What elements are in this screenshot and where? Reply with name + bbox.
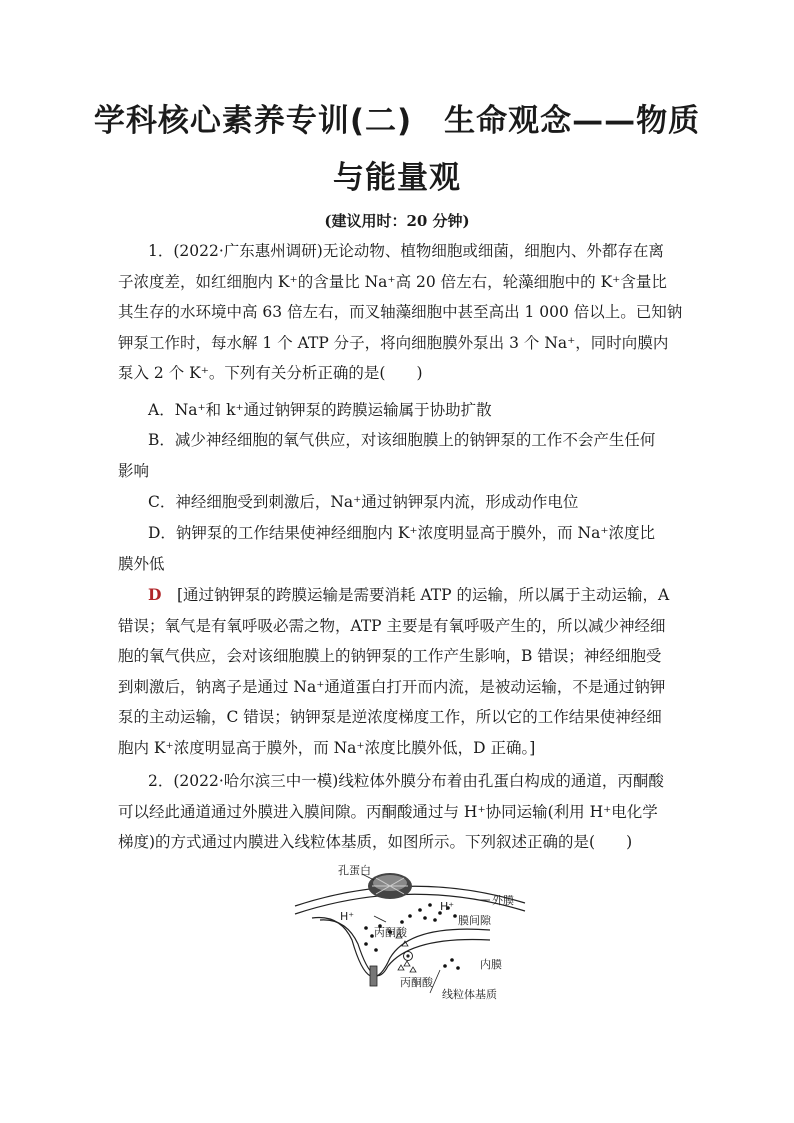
q1-line: 1．(2022·广东惠州调研)无论动物、植物细胞或细菌，细胞内、外都存在离 (148, 242, 664, 260)
pyruvate-label-bottom: 丙酮酸 (400, 976, 433, 989)
answer-line: 到刺激后，钠离子是通过 Na⁺通道蛋白打开而内流，是被动运输，不是通过钠钾 (118, 677, 666, 696)
matrix-label: 线粒体基质 (442, 988, 497, 1001)
question-1-stem (118, 236, 683, 389)
pyruvate-label-top: 丙酮酸 (374, 926, 407, 939)
q1-option-b (118, 425, 678, 486)
q1-option-d (118, 518, 678, 579)
question-2-stem (118, 766, 678, 858)
outer-membrane-label: 外膜 (492, 894, 514, 907)
q1-answer-explanation (118, 580, 678, 764)
q1-line: 子浓度差，如红细胞内 K⁺的含量比 Na⁺高 20 倍左右，轮藻细胞中的 K⁺含量比 (118, 272, 667, 291)
q2-line: 梯度)的方式通过内膜进入线粒体基质，如图所示。下列叙述正确的是( ) (118, 833, 633, 852)
mitochondria-membrane-diagram (290, 858, 530, 1008)
option-d-text: D．钠钾泵的工作结果使神经细胞内 K⁺浓度明显高于膜外，而 Na⁺浓度比 (148, 524, 656, 542)
option-b-text: 影响 (118, 461, 150, 480)
answer-letter: D (148, 585, 162, 604)
outer-membrane-lower (295, 894, 525, 914)
q2-line: 可以经此通道通过外膜进入膜间隙。丙酮酸通过与 H⁺协同运输(利用 H⁺电化学 (118, 802, 658, 821)
porin-label: 孔蛋白 (338, 864, 371, 877)
suggested-time: (建议用时：20 分钟) (324, 212, 470, 230)
atp-synthase-stalk (370, 966, 377, 986)
answer-line: 胞内 K⁺浓度明显高于膜外，而 Na⁺浓度比膜外低，D 正确。] (118, 738, 536, 757)
option-d-text: 膜外低 (118, 554, 165, 573)
page-title-line2: 与能量观 (333, 160, 461, 196)
h-arrow-left (374, 916, 386, 922)
answer-line: 泵的主动运输，C 错误；钠钾泵是逆浓度梯度工作，所以它的工作结果使神经细 (118, 708, 662, 727)
intermembrane-label: 膜间隙 (458, 914, 491, 927)
q2-line: 2．(2022·哈尔滨三中一模)线粒体外膜分布着由孔蛋白构成的通道，丙酮酸 (148, 772, 664, 790)
q1-option-c (118, 487, 678, 518)
option-a-text: A．Na⁺和 k⁺通过钠钾泵的跨膜运输属于协助扩散 (148, 401, 492, 419)
h-ion-label-left: H⁺ (340, 910, 355, 923)
page-title-line1: 学科核心素养专训(二) 生命观念——物质 (93, 103, 701, 139)
answer-text: [通过钠钾泵的跨膜运输是需要消耗 ATP 的运输，所以属于主动运输，A (176, 586, 670, 604)
inner-membrane-label: 内膜 (480, 958, 502, 971)
porin-channel (368, 873, 412, 899)
option-c-text: C．神经细胞受到刺激后，Na⁺通过钠钾泵内流，形成动作电位 (148, 493, 579, 511)
symporter-core (406, 954, 409, 957)
q1-option-a (118, 395, 678, 426)
answer-line (118, 580, 678, 611)
option-b-text: B．减少神经细胞的氧气供应，对该细胞膜上的钠钾泵的工作不会产生任何 (148, 431, 656, 449)
q1-line: 其生存的水环境中高 63 倍左右，而叉轴藻细胞中甚至高出 1 000 倍以上。已知钠 (118, 303, 683, 322)
q1-line: 钾泵工作时，每水解 1 个 ATP 分子，将向细胞膜外泵出 3 个 Na⁺，同时向膜内 (118, 333, 669, 352)
answer-line: 胞的氧气供应，会对该细胞膜上的钠钾泵的工作产生影响，B 错误；神经细胞受 (118, 647, 662, 666)
answer-line: 错误；氧气是有氧呼吸必需之物，ATP 主要是有氧呼吸产生的，所以减少神经细 (118, 616, 666, 635)
h-ion-label-right: H⁺ (440, 900, 455, 913)
q1-line: 泵入 2 个 K⁺。下列有关分析正确的是( ) (118, 364, 423, 383)
